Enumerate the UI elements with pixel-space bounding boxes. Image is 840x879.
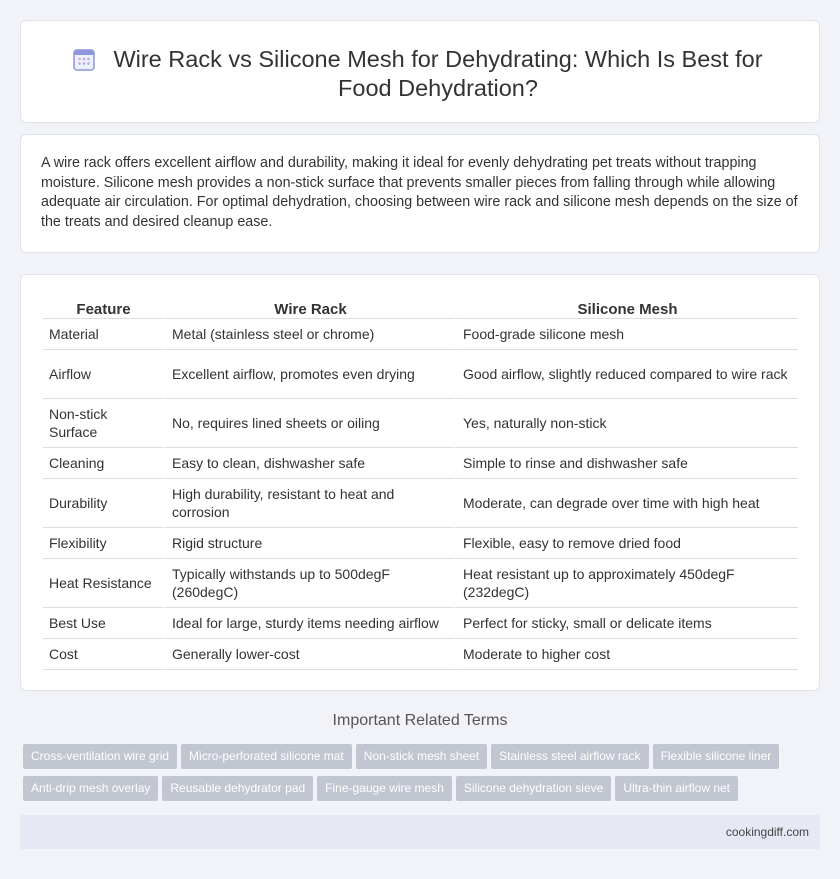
related-term-tag[interactable]: Fine-gauge wire mesh xyxy=(317,776,452,801)
silicone-mesh-cell: Food-grade silicone mesh xyxy=(455,319,798,350)
feature-cell: Cleaning xyxy=(43,448,164,479)
table-row xyxy=(43,608,798,639)
feature-cell: Airflow xyxy=(43,350,164,399)
feature-cell: Flexibility xyxy=(43,528,164,559)
header-feature: Feature xyxy=(43,297,164,319)
table-row xyxy=(43,399,798,448)
silicone-mesh-cell: Moderate, can degrade over time with high heat xyxy=(455,479,798,528)
silicone-mesh-cell: Perfect for sticky, small or delicate items xyxy=(455,608,798,639)
table-header-row xyxy=(43,297,798,319)
table-row xyxy=(43,528,798,559)
comparison-table xyxy=(43,297,798,670)
wire-rack-cell: Ideal for large, sturdy items needing airflow xyxy=(164,608,455,639)
related-term-tag[interactable]: Cross-ventilation wire grid xyxy=(23,744,177,769)
feature-cell: Non-stick Surface xyxy=(43,399,164,448)
wire-rack-cell: Typically withstands up to 500degF (260degC) xyxy=(164,559,455,608)
footer xyxy=(20,815,820,849)
header-silicone-mesh: Silicone Mesh xyxy=(455,297,798,319)
related-term-tag[interactable]: Micro-perforated silicone mat xyxy=(181,744,352,769)
table-row xyxy=(43,319,798,350)
silicone-mesh-cell: Flexible, easy to remove dried food xyxy=(455,528,798,559)
wire-rack-cell: No, requires lined sheets or oiling xyxy=(164,399,455,448)
wire-rack-cell: Easy to clean, dishwasher safe xyxy=(164,448,455,479)
table-row xyxy=(43,448,798,479)
intro-card xyxy=(20,134,820,253)
silicone-mesh-cell: Yes, naturally non-stick xyxy=(455,399,798,448)
feature-cell: Durability xyxy=(43,479,164,528)
table-row xyxy=(43,479,798,528)
related-terms-list xyxy=(23,744,813,808)
related-term-tag[interactable]: Flexible silicone liner xyxy=(653,744,780,769)
feature-cell: Best Use xyxy=(43,608,164,639)
feature-cell: Heat Resistance xyxy=(43,559,164,608)
wire-rack-cell: High durability, resistant to heat and corrosion xyxy=(164,479,455,528)
page-title: Wire Rack vs Silicone Mesh for Dehydrating: Which Is Best for Food Dehydration? xyxy=(113,46,763,101)
wire-rack-cell: Excellent airflow, promotes even drying xyxy=(164,350,455,399)
related-term-tag[interactable]: Anti-drip mesh overlay xyxy=(23,776,158,801)
feature-cell: Material xyxy=(43,319,164,350)
related-term-tag[interactable]: Reusable dehydrator pad xyxy=(162,776,313,801)
wire-rack-cell: Metal (stainless steel or chrome) xyxy=(164,319,455,350)
silicone-mesh-cell: Heat resistant up to approximately 450degF (232degC) xyxy=(455,559,798,608)
wire-rack-cell: Rigid structure xyxy=(164,528,455,559)
silicone-mesh-cell: Good airflow, slightly reduced compared to wire rack xyxy=(455,350,798,399)
intro-paragraph: A wire rack offers excellent airflow and durability, making it ideal for evenly dehydrating pet treats without trapping moisture. Silicone mesh provides a non-stick surface that prevents smaller pieces from falling through while allowing adequate air circulation. For optimal dehydration, choosing between wire rack and silicone mesh depends on the size of the treats and desired cleanup ease. xyxy=(41,155,798,230)
table-row xyxy=(43,350,798,399)
footer-site-link[interactable]: cookingdiff.com xyxy=(725,825,809,839)
title-card xyxy=(20,20,820,123)
feature-cell: Cost xyxy=(43,639,164,670)
silicone-mesh-cell: Moderate to higher cost xyxy=(455,639,798,670)
related-terms-title: Important Related Terms xyxy=(332,712,508,729)
table-row xyxy=(43,559,798,608)
comparison-card xyxy=(20,274,820,691)
related-term-tag[interactable]: Non-stick mesh sheet xyxy=(356,744,487,769)
wire-rack-cell: Generally lower-cost xyxy=(164,639,455,670)
silicone-mesh-cell: Simple to rinse and dishwasher safe xyxy=(455,448,798,479)
related-term-tag[interactable]: Silicone dehydration sieve xyxy=(456,776,611,801)
related-term-tag[interactable]: Ultra-thin airflow net xyxy=(615,776,738,801)
table-row xyxy=(43,639,798,670)
related-term-tag[interactable]: Stainless steel airflow rack xyxy=(491,744,648,769)
header-wire-rack: Wire Rack xyxy=(164,297,455,319)
